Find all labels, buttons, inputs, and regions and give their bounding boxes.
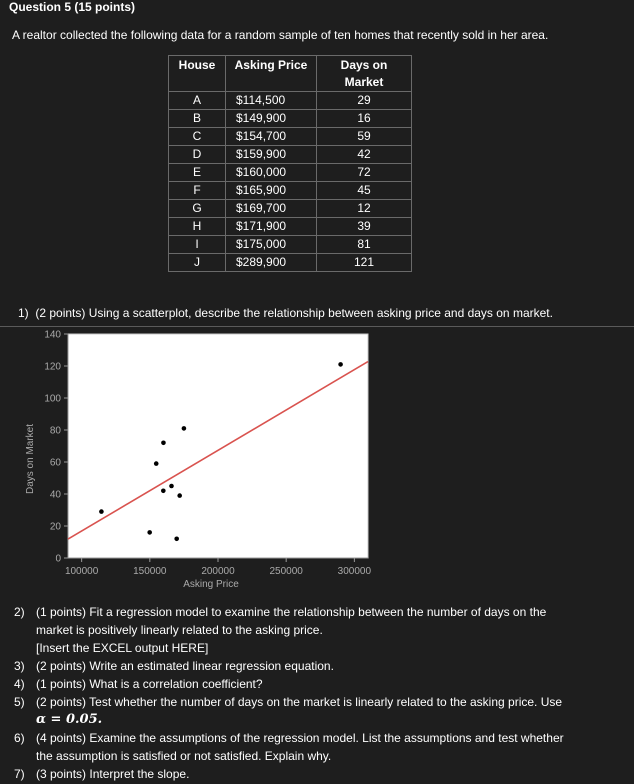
- question-text-line: market is positively linearly related to the asking price.: [36, 623, 323, 637]
- question-number: 2): [14, 605, 25, 619]
- x-tick-label: 250000: [269, 566, 303, 577]
- data-point: [154, 461, 159, 466]
- question-text-line: (2 points) Write an estimated linear regression equation.: [36, 659, 334, 673]
- data-point: [161, 441, 166, 446]
- question-item: [14, 729, 614, 765]
- data-point: [99, 509, 104, 514]
- question-number: 5): [14, 695, 25, 709]
- plot-area: [68, 334, 368, 558]
- question-number: 6): [14, 731, 25, 745]
- days-cell: 39: [317, 218, 412, 236]
- days-cell: 16: [317, 110, 412, 128]
- days-cell: 72: [317, 164, 412, 182]
- price-cell: $165,900: [226, 182, 317, 200]
- x-tick-label: 100000: [64, 566, 99, 577]
- data-point: [182, 426, 187, 431]
- question-text-line: (1 points) What is a correlation coefficient?: [36, 677, 263, 691]
- house-cell: E: [169, 164, 226, 182]
- question-intro: A realtor collected the following data for a random sample of ten homes that recently sold in her area.: [12, 28, 549, 42]
- days-cell: 45: [317, 182, 412, 200]
- price-cell: $171,900: [226, 218, 317, 236]
- x-tick-label: 150000: [133, 566, 167, 577]
- x-axis-label: Asking Price: [183, 579, 239, 590]
- question-text-line: the assumption is satisfied or not satisfied. Explain why.: [36, 749, 332, 763]
- question-text-line: (1 points) Fit a regression model to examine the relationship between the number of days on the: [36, 605, 547, 619]
- house-cell: D: [169, 146, 226, 164]
- question-list: [14, 603, 614, 783]
- days-cell: 42: [317, 146, 412, 164]
- x-tick-label: 300000: [337, 566, 372, 577]
- table-row: [169, 92, 412, 110]
- price-cell: $289,900: [226, 254, 317, 272]
- y-tick-label: 140: [44, 330, 61, 341]
- header-house: House: [169, 56, 226, 92]
- y-tick-label: 60: [49, 457, 61, 469]
- question-title: Question 5 (15 points): [9, 0, 136, 14]
- y-axis-label: Days on Market: [25, 423, 36, 495]
- question-item: [14, 657, 614, 675]
- price-cell: $175,000: [226, 236, 317, 254]
- price-cell: $149,900: [226, 110, 317, 128]
- header-days-on-market: [317, 56, 412, 92]
- table-row: [169, 200, 412, 218]
- house-cell: G: [169, 200, 226, 218]
- table-row: [169, 110, 412, 128]
- question-number: 7): [14, 767, 25, 781]
- house-cell: J: [169, 254, 226, 272]
- question-number: 4): [14, 677, 25, 691]
- table-body: [169, 92, 412, 272]
- y-tick-label: 0: [55, 553, 61, 565]
- table-row: [169, 236, 412, 254]
- y-tick-label: 80: [49, 425, 61, 437]
- house-cell: H: [169, 218, 226, 236]
- table-header-row: [169, 56, 412, 92]
- x-tick-label: 200000: [201, 566, 235, 577]
- table-row: [169, 128, 412, 146]
- days-cell: 59: [317, 128, 412, 146]
- question-text-line: (2 points) Test whether the number of days on the market is linearly related to the asking price. Use: [36, 695, 563, 709]
- price-cell: $159,900: [226, 146, 317, 164]
- data-point: [169, 484, 174, 489]
- y-tick-label: 100: [44, 393, 61, 405]
- header-days-line2: Market: [344, 75, 384, 89]
- table-row: [169, 218, 412, 236]
- scatter-chart: [0, 330, 400, 592]
- table-row: [169, 146, 412, 164]
- question-number: 3): [14, 659, 25, 673]
- question-item: [14, 693, 614, 729]
- divider: [0, 326, 634, 327]
- days-cell: 81: [317, 236, 412, 254]
- question-item: [14, 603, 614, 657]
- y-tick-label: 120: [44, 361, 61, 373]
- data-table: [168, 55, 412, 272]
- data-point: [338, 362, 343, 367]
- house-cell: C: [169, 128, 226, 146]
- price-cell: $160,000: [226, 164, 317, 182]
- price-cell: $114,500: [226, 92, 317, 110]
- question-text-line: (4 points) Examine the assumptions of the regression model. List the assumptions and test whether: [36, 731, 564, 745]
- data-point: [177, 493, 182, 498]
- house-cell: I: [169, 236, 226, 254]
- question-item: [14, 675, 614, 693]
- table-row: [169, 254, 412, 272]
- data-point: [147, 530, 152, 535]
- price-cell: $169,700: [226, 200, 317, 218]
- days-cell: 121: [317, 254, 412, 272]
- house-cell: F: [169, 182, 226, 200]
- question-text-line: [Insert the EXCEL output HERE]: [36, 641, 209, 655]
- days-cell: 12: [317, 200, 412, 218]
- price-cell: $154,700: [226, 128, 317, 146]
- y-tick-label: 40: [49, 489, 61, 501]
- alpha-value: α = 0.05.: [36, 712, 103, 727]
- y-tick-label: 20: [49, 521, 61, 533]
- data-point: [174, 537, 179, 542]
- question-1: 1) (2 points) Using a scatterplot, describe the relationship between asking price and days on market.: [18, 306, 553, 320]
- table-row: [169, 164, 412, 182]
- data-point: [161, 489, 166, 494]
- house-cell: B: [169, 110, 226, 128]
- house-cell: A: [169, 92, 226, 110]
- table-row: [169, 182, 412, 200]
- days-cell: 29: [317, 92, 412, 110]
- question-text-line: (3 points) Interpret the slope.: [36, 767, 190, 781]
- question-item: [14, 765, 614, 783]
- header-days-line1: Days on: [340, 58, 388, 72]
- header-asking-price: Asking Price: [226, 56, 317, 92]
